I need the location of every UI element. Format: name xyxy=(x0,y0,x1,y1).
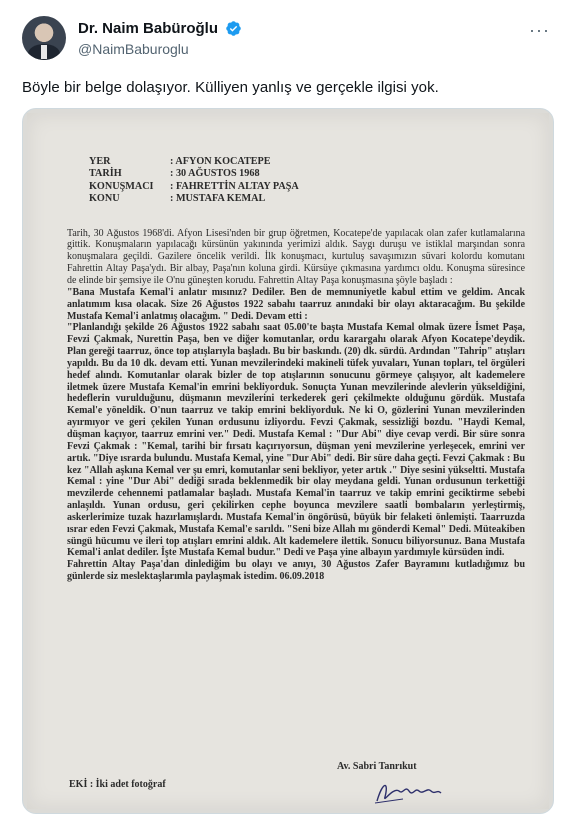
attachment-note: EKİ : İki adet fotoğraf xyxy=(69,779,166,790)
user-handle[interactable]: @NaimBaburoglu xyxy=(78,41,189,57)
document-paragraph: Fahrettin Altay Paşa'dan dinlediğim bu olayı ve anıyı, 30 Ağustos Zafer Bayramını kutladığımız bu günlerde siz meslektaşlarımla paylaşmak istedim. 06.09.2018 xyxy=(67,559,525,583)
document-body xyxy=(67,228,525,583)
user-info xyxy=(78,20,242,57)
verified-badge-icon xyxy=(225,20,242,37)
display-name[interactable]: Dr. Naim Babüroğlu xyxy=(78,20,219,38)
handwritten-signature-icon xyxy=(373,777,443,805)
avatar-shirt xyxy=(41,45,47,59)
tweet-media-image[interactable] xyxy=(22,108,554,814)
signature-name: Av. Sabri Tanrıkut xyxy=(337,761,417,772)
meta-value: : FAHRETTİN ALTAY PAŞA xyxy=(170,180,299,192)
tweet-text: Böyle bir belge dolaşıyor. Külliyen yanlış ve gerçekle ilgisi yok. xyxy=(22,79,439,96)
meta-key: KONUŞMACI xyxy=(89,180,154,192)
document-content xyxy=(67,156,525,583)
more-options-icon[interactable]: ··· xyxy=(529,20,550,40)
tweet-header xyxy=(22,16,552,64)
meta-row xyxy=(89,181,525,193)
meta-row xyxy=(89,193,525,205)
meta-row xyxy=(89,156,525,168)
meta-row xyxy=(89,168,525,180)
document-paragraph: Tarih, 30 Ağustos 1968'di. Afyon Lisesi'nden bir grup öğretmen, Kocatepe'de yapılacak olan zafer kutlamalarına gittik. Konuşmaların yapılacağı kürsünün yakınında yerimizi aldık. Saygı duruşu ve istiklal marşından sonra konuşmalara geçildi. Gazilere öncelik verildi. İlk konuşmacı, kurtuluş savaşımızın süvari kolordu komutanı Fahrettin Altay Paşa'ydı. Bir albay, Paşa'nın koluna girdi. Kürsüye çıkmasına yardımcı oldu. Konuşma süresince de elinde bir şemsiye ile O'nu güneşten korudu. Fahrettin Altay Paşa konuşmasına şöyle başladı : xyxy=(67,227,525,286)
meta-key: TARİH xyxy=(89,168,122,180)
meta-key: KONU xyxy=(89,193,120,205)
document-meta xyxy=(89,156,525,206)
avatar[interactable] xyxy=(22,16,66,60)
document-paragraph: "Planlandığı şekilde 26 Ağustos 1922 sabahı saat 05.00'te başta Mustafa Kemal olmak üzere İsmet Paşa, Fevzi Çakmak, Nurettin Paşa, ben ve diğer komutanlar, ordu karargahı olarak Afyon Kocatepe'deydik. Plan gereği taarruz, önce top atışlarıyla başladı. Bu bir baskındı. (20) dk. sürdü. Ardından "Tahrip" atışları yapıldı. Bu da 10 dk. devam etti. Yunan mevzilerindeki makineli tüfek yuvaları, Yunan topları, tel örgüleri hedef alındı. Komutanlar olarak bizler de top atışlarının sonucunu görmeye çalışıyor, alt kademelere iletmek üzere Mustafa Kemal'in emrini bekliyorduk. Sonuçta Yunan mevzilerinde alevlerin yükseldiğini, hedeflerin vurulduğunu, düşmanın mevzilerini terkederek geri çekilmekte olduğunu gördük. Mustafa Kemal'e yöneldik. O'nun taarruz ve takip emrini bekliyorduk. Ne ki O, gözlerini Yunan mevzilerinden ayırmıyor ve geri çekilen Yunan ordusunu izliyordu. Fevzi Çakmak, sessizliği bozdu. "Haydi Kemal, düşman kaçıyor, taarruz emrini ver." Dedi. Mustafa Kemal : "Dur Abi" diye cevap verdi. Bir süre sonra Fevzi Çakmak : "Kemal, tarihi bir fırsatı kaçırıyorsun, düşman yeni mevzilerine yerleşecek, emrini ver artık. "Diye ısrarda bulundu. Mustafa Kemal, yine "Dur Abi" dedi. Bir süre daha geçti. Fevzi Çakmak : Bu kez "Allah aşkına Kemal ver şu emri, komutanlar seni bekliyor, yeter artık ." Diye sesini yükseltti. Mustafa Kemal : yine "Dur Abi" dediği sırada beklenmedik bir olay meydana geldi. Yunan ordusunun terkettiği mevzilerde cehennemi patlamalar başladı. Mustafa Kemal'in taarruz ve takip emrini geciktirme sebebi anlaşıldı. Yunan ordusu, geri çekilirken cephe boyunca mevzilere saatli bombaların yerleştirmiş, askerlerimize tuzak hazırlamışlardı. Mustafa Kemal'in öngörüsü, büyük bir felaketi önlemişti. Taarruzda ısrar eden Fevzi Çakmak, Mustafa Kemal'e sarıldı. "Seni bize Allah mı gönderdi Kemal" Dedi. Müteakiben süngü hücumu ve ileri top atışları emrini aldık. Alt kademelere ilettik. Sonucu biliyorsunuz. Bana Mustafa Kemal'i anlat dediler. İşte Mustafa Kemal budur." Dedi ve Paşa yine albayın yardımıyle kürsüden indi. xyxy=(67,322,525,559)
meta-value: : 30 AĞUSTOS 1968 xyxy=(170,168,260,180)
document-paragraph: "Bana Mustafa Kemal'i anlatır mısınız? Dediler. Ben de memnuniyetle kabul ettim ve geldim. Ancak anlatımım kısa olacak. Size 26 Ağustos 1922 sabahı taarruz anındaki bir olayı aktaracağım. Bu şekilde Mustafa Kemal'i anlatmış olacağım. " Dedi. Devam etti : xyxy=(67,286,525,322)
meta-value: : MUSTAFA KEMAL xyxy=(170,193,266,205)
meta-value: : AFYON KOCATEPE xyxy=(170,156,271,167)
meta-key: YER xyxy=(89,156,111,167)
document-paper xyxy=(27,113,549,809)
